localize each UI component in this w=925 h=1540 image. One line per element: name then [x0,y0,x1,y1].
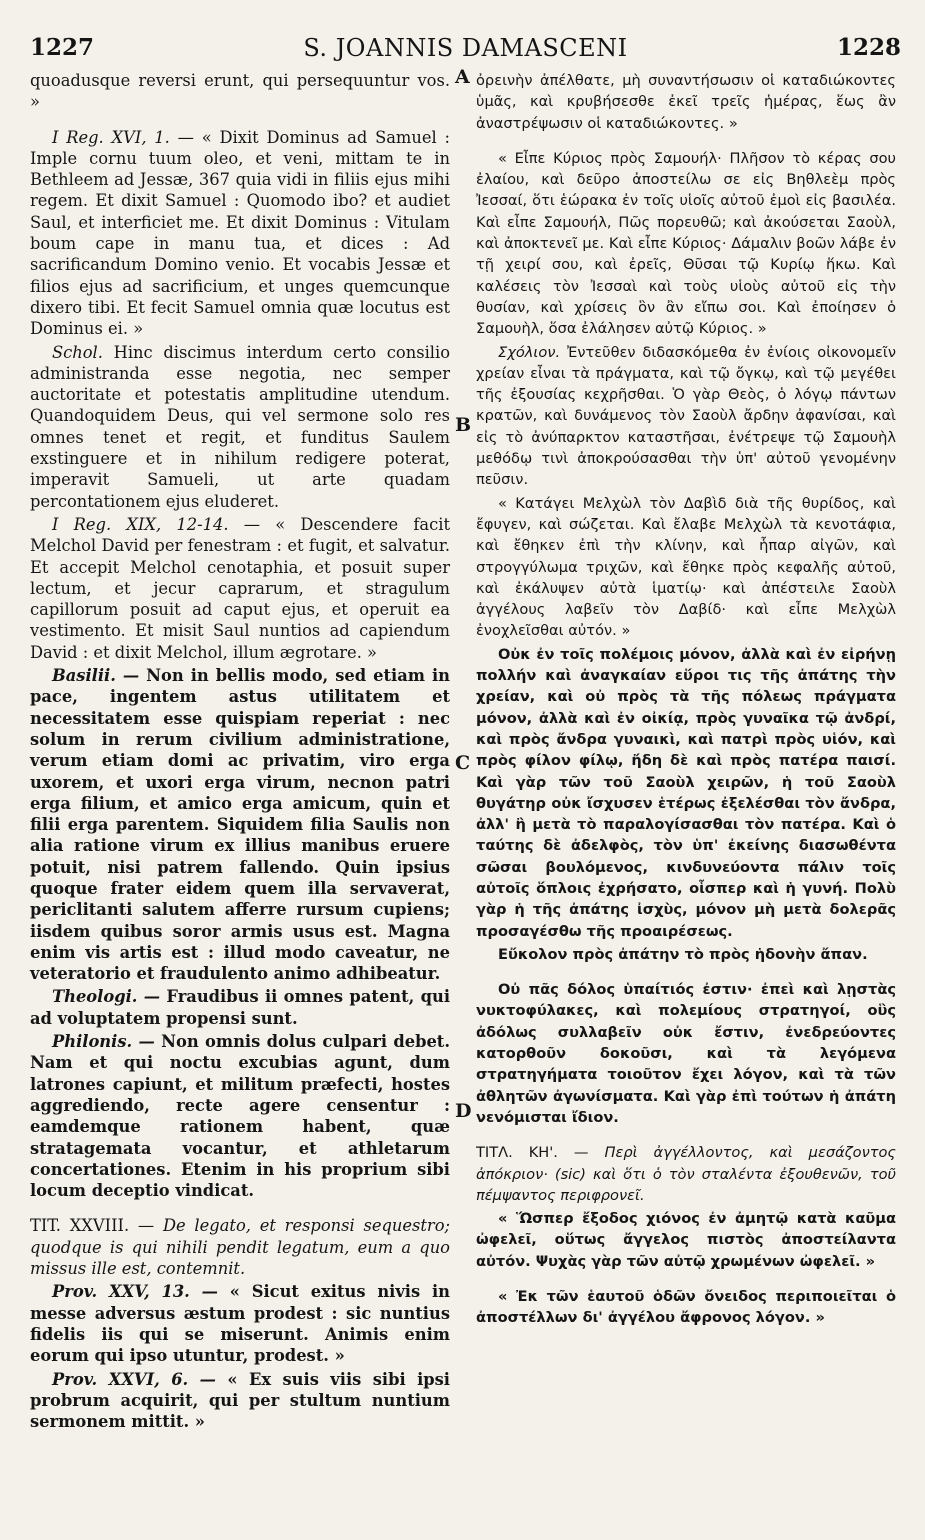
latin-paragraph: Schol. Hinc discimus interdum certo consilio administranda esse negotia, nec semper auctoritate et potestatis amplitudine utendum. Quandoquidem Deus, qui vel sermone solo res omnes tenet et regit, et funditus Saulem exstinguere et in nihilum redigere poterat, imperavit Samueli, ut arte quadam percontationem ejus eluderet. [30,342,450,511]
scripture-reference: Prov. XXVI, 6. — [52,1369,216,1389]
margin-letter-b: B [455,414,472,436]
margin-letter-a: A [455,66,470,88]
latin-paragraph: quoadusque reversi erunt, qui persequuntur vos. » [30,71,450,112]
greek-paragraph: « Ὥσπερ ἔξοδος χιόνος ἐν ἀμητῷ κατὰ καῦμα ὠφελεῖ, οὕτως ἄγγελος πιστὸς ἀποστείλαντα αὐτόν. Ψυχὰς γὰρ τῶν αὐτῷ χρωμένων ὠφελεῖ. » [476,1210,896,1270]
greek-paragraph: Σχόλιον. Ἐντεῦθεν διδασκόμεθα ἐν ἐνίοις οἰκονομεῖν χρείαν εἶναι τὰ πράγματα, καὶ τῷ ὄγκῳ, καὶ τῷ μεγέθει τῆς ἐξουσίας κεχρῆσθαι. Ὁ γὰρ Θεὸς, ὁ λόγῳ πάντων κρατῶν, καὶ δυνάμενος τὸν Σαοὺλ ἄρδην ἀφανίσαι, καὶ εἰς τὸ ἀνύπαρκτον καταστῆσαι, ἐνέτρεψε τῷ Σαμουὴλ μεθόδῳ τινὶ ἀποκρούσασθαι τὴν ὑπ' αὐτοῦ γενομένην πεῦσιν. [476,343,897,489]
latin-paragraph: Philonis. — Non omnis dolus culpari debet. Nam et qui noctu excubias agunt, dum latrones capiunt, et militum præfecti, hostes aggrediendo, recte agere censentur : eamdemque rationem habent, quæ stratagemata vocantur, et athletarum concertationes. Etenim in his proprium sibi locum deceptio vindicat. [30,1032,450,1201]
latin-paragraph: Theologi. — Fraudibus ii omnes patent, qui ad voluptatem propensi sunt. [30,987,451,1028]
running-header [30,34,901,66]
scripture-reference: I Reg. XVI, 1. — [52,127,194,147]
greek-paragraph: « Κατάγει Μελχὼλ τὸν Δαβὶδ διὰ τῆς θυρίδος, καὶ ἔφυγεν, καὶ σώζεται. Καὶ ἔλαβε Μελχὼλ τὰ κενοτάφια, καὶ ἔθηκεν ἐπὶ τὴν κλίνην, καὶ ἧπαρ αἰγῶν, καὶ στρογγύλωμα τριχῶν, καὶ ἔθηκε πρὸς κεφαλῆς αὐτοῦ, καὶ ἐκάλυψεν αὐτὰ ἱματίῳ· καὶ ἀπέστειλε Σαοὺλ ἀγγέλους λαβεῖν τὸν Δαβίδ· καὶ εἶπε Μελχὼλ ἐνοχλεῖσθαι αὐτόν. » [476,494,896,640]
section-label: ΤΙΤΛ. ΚΗ'. — [476,1144,589,1162]
greek-paragraph: « Ἐκ τῶν ἑαυτοῦ ὁδῶν ὄνειδος περιποιεῖται ὁ ἀποστέλλων δι' ἀγγέλου ἄφρονος λόγον. » [476,1288,896,1327]
latin-paragraph: Prov. XXVI, 6. — « Ex suis viis sibi ipsi probrum acquirit, qui per stultum nuntium sermonem mittit. » [30,1369,450,1432]
source-reference: Σχόλιον. [498,343,561,361]
greek-paragraph: ὀρεινὴν ἀπέλθατε, μὴ συναντήσωσιν οἱ καταδιώκοντες ὑμᾶς, καὶ κρυβήσεσθε ἐκεῖ τρεῖς ἡμέρας, ἕως ἂν ἀναστρέψωσιν οἱ καταδιώκοντες. » [476,72,896,132]
latin-paragraph: Prov. XXV, 13. — « Sicut exitus nivis in messe adversus æstum prodest : sic nuntius fidelis iis qui se miserunt. Animis enim eorum qui ipso utuntur, prodest. » [30,1282,450,1366]
page-number-right: 1228 [836,34,901,61]
greek-paragraph: Οὐκ ἐν τοῖς πολέμοις μόνον, ἀλλὰ καὶ ἐν εἰρήνῃ πολλήν καὶ ἀναγκαίαν εὕροι τις τῆς ἀπάτης τὴν χρείαν, καὶ οὐ πρὸς τὰ τῆς πόλεως πράγματα μόνον, ἀλλὰ καὶ ἐν οἰκίᾳ, πρὸς γυναῖκα τῷ ἀνδρί, καὶ πρὸς ἄνδρα γυναικὶ, καὶ πατρὶ πρὸς υἱόν, καὶ πρὸς φίλον φίλῳ, ἤδη δὲ καὶ πρὸς πατέρα παισί. Καὶ γὰρ τῶν τοῦ Σαοὺλ χειρῶν, ἡ τοῦ Σαοὺλ θυγάτηρ οὐκ ἴσχυσεν ἑτέρως ἐξελέσθαι τὸν ἄνδρα, ἀλλ' ἢ μετὰ τὸ παραλογίσασθαι τὸν πατέρα. Καὶ ὁ ταύτης δὲ ἀδελφὸς, τὸν ὑπ' ἐκείνης διασωθέντα σῶσαι βουλόμενος, κινδυνεύοντα πάλιν τοῖς αὐτοῖς ὅπλοις ἐχρήσατο, οἷσπερ καὶ ἡ γυνή. Πολὺ γὰρ ἡ τῆς ἀπάτης ἰσχὺς, μόνον μὴ μετὰ δολερᾶς προσαγέσθω τῆς προαιρέσεως. [476,645,896,940]
latin-paragraph: I Reg. XVI, 1. — « Dixit Dominus ad Samuel : Imple cornu tuum oleo, et veni, mittam te in Bethleem ad Jessæ, 367 quia vidi in filiis ejus mihi regem. Et dixit Samuel : Quomodo ibo? et audiet Saul, et interficiet me. Et dixit Dominus : Vitulam boum cape in manu tua, et dices : Ad sacrificandum Domino venio. Et vocabis Jessæ et filios ejus ad sacrificium, et unges quemcunque dixero tibi. Et fecit Samuel omnia quæ locutus est Dominus ei. » [30,127,450,339]
scripture-reference: Prov. XXV, 13. — [52,1282,218,1302]
source-reference: Theologi. — [52,987,161,1007]
scripture-reference: Schol. [52,342,103,362]
scripture-reference: I Reg. XIX, 12-14. — [52,514,260,534]
margin-letter-c: C [455,752,471,774]
greek-section-title: ΤΙΤΛ. ΚΗ'. — Περὶ ἀγγέλλοντος, καὶ μεσάζοντος ἀπόκριον· (sic) καὶ ὅτι ὁ τὸν σταλέντα ἐξουθενῶν, τοῦ πέμψαντος περιφρονεῖ. [476,1144,896,1204]
greek-paragraph: Οὐ πᾶς δόλος ὑπαίτιός ἐστιν· ἐπεὶ καὶ λῃστὰς νυκτοφύλακες, καὶ πολεμίους στρατηγοί, οὓς ἀδόλως συλλαβεῖν οὐκ ἔστιν, ἐνεδρεύοντες κατορθοῦν δοκοῦσι, καὶ τὰ λεγόμενα στρατηγήματα τοιοῦτον ἔχει λόγον, καὶ τὰ τῶν ἀθλητῶν ἀγωνίσματα. Καὶ γὰρ ἐπὶ τούτων ἡ ἀπάτη νενόμισται ἴδιον. [476,981,896,1126]
latin-paragraph: I Reg. XIX, 12-14. — « Descendere facit Melchol David per fenestram : et fugit, et salvatur. Et accepit Melchol cenotaphia, et posuit super lectum, et jecur caprarum, et stragulum capillorum posuit ad caput ejus, et operuit ea vestimento. Et misit Saul nuntios ad capiendum David : et dixit Melchol, illum ægrotare. » [30,514,450,662]
latin-paragraph: Basilii. — Non in bellis modo, sed etiam in pace, ingentem astus utilitatem et necessitatem esse quispiam reperiat : nec solum in rerum civilium administratione, verum etiam domi ac privatim, viro erga uxorem, et uxori erga virum, necnon patri erga filium, et amico erga amicum, quin et filii erga parentem. Siquidem filia Saulis non alia ratione virum ex illius manibus eruere potuit, nisi patrem fallendo. Quin ipsius quoque frater eidem quem illa servaverat, periclitanti salutem afferre rursum cupiens; iisdem quibus soror armis usus est. Magna enim vis artis est : illud modo caveatur, ne veteratorio et fraudulento animo adhibeatur. [30,666,450,984]
margin-letter-d: D [455,1100,472,1122]
source-reference: Basilii. — [52,666,140,686]
greek-column [476,70,896,1331]
greek-paragraph: « Εἶπε Κύριος πρὸς Σαμουήλ· Πλῆσον τὸ κέρας σου ἐλαίου, καὶ δεῦρο ἀποστείλω σε εἰς Βηθλεὲμ πρὸς Ἰεσσαί, ὅτι ἑώρακα ἐν τοῖς υἱοῖς αὐτοῦ ἐμοὶ εἰς βασιλέα. Καὶ εἶπε Σαμουήλ, Πῶς πορευθῶ; καὶ ἀκούσεται Σαοὺλ, καὶ ἀποκτενεῖ με. Καὶ εἶπε Κύριος· Δάμαλιν βοῶν λάβε ἐν τῇ χειρί σου, καὶ ἐρεῖς, Θῦσαι τῷ Κυρίῳ ἥκω. Καὶ καλέσεις τὸν Ἰεσσαὶ καὶ τοὺς υἱοὺς αὐτοῦ εἰς τὴν θυσίαν, καὶ χρίσεις ὃν ἂν εἴπω σοι. Καὶ ἐποίησεν ὁ Σαμουὴλ, ὅσα ἐλάλησεν αὐτῷ Κύριος. » [476,149,896,338]
greek-paragraph: Εὔκολον πρὸς ἀπάτην τὸ πρὸς ἡδονὴν ἄπαν. [498,945,868,963]
page-number-left: 1227 [30,34,95,61]
latin-section-title: TIT. XXVIII. — De legato, et responsi sequestro; quodque is qui nihili pendit legatum, eum a quo missus ille est, contemnit. [30,1216,450,1279]
latin-column [30,70,450,1434]
running-title: S. JOANNIS DAMASCENI [303,34,628,62]
source-reference: Philonis. — [52,1032,155,1052]
section-label: TIT. XXVIII. — [30,1216,155,1236]
